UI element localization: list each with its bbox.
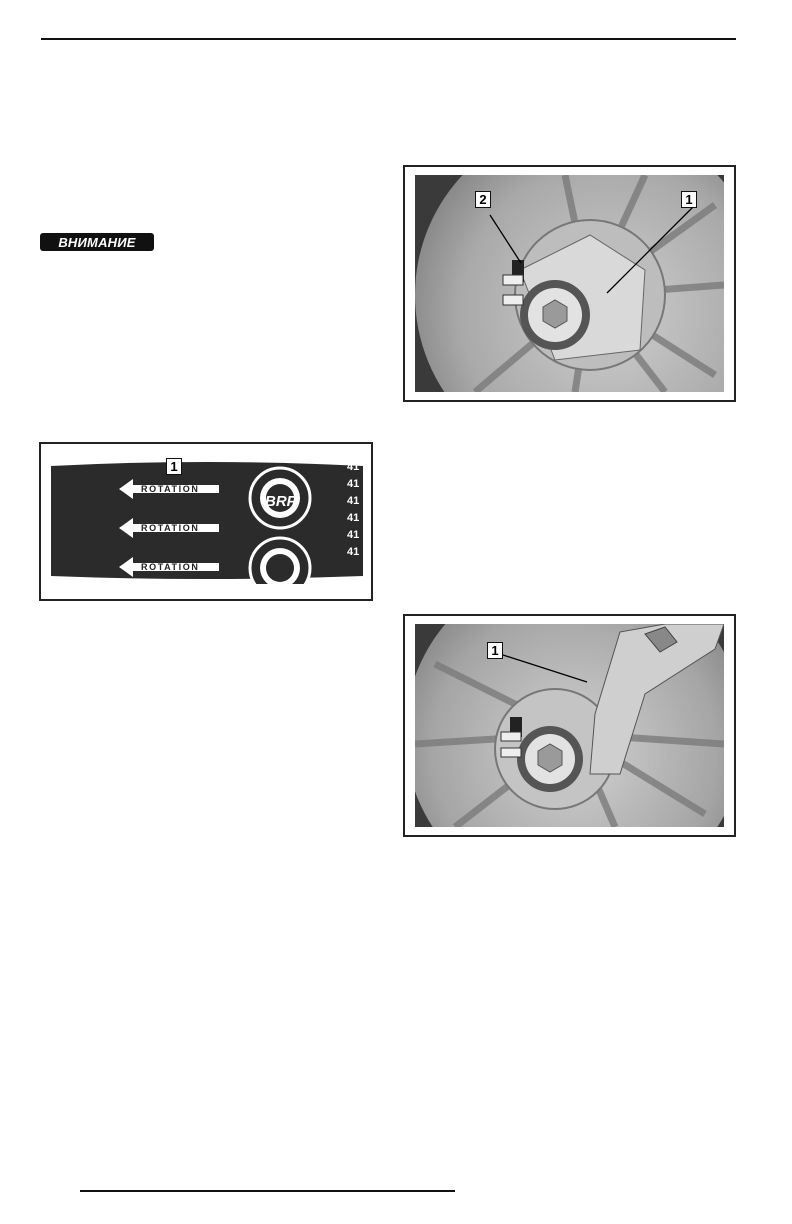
belt-code-1: 41 [347,461,360,473]
figure-driven-pulley [403,165,736,402]
figure-pulley-wrench [403,614,736,837]
figure-drive-belt [39,442,373,601]
belt-code-6: 41 [347,546,360,558]
belt-code-5: 41 [347,529,360,541]
svg-text:BRP: BRP [265,493,297,510]
belt-code-4: 41 [347,512,360,524]
driven-pulley-photo [415,175,724,392]
callout-2: 2 [475,191,491,208]
callout-1: 1 [681,191,697,208]
warning-label: ВНИМАНИЕ [58,234,136,250]
rotation-label-1: ROTATION [141,484,200,494]
pulley-wrench-photo [415,624,724,827]
belt-code-2: 41 [347,478,360,490]
brp-logo-top [250,468,310,528]
callout-1: 1 [166,458,182,475]
brp-logo-bottom [250,538,310,584]
warning-badge [40,233,154,251]
rotation-label-3: ROTATION [141,562,200,572]
header-rule [41,38,736,40]
callout-1: 1 [487,642,503,659]
footer-rule [80,1190,455,1192]
rotation-label-2: ROTATION [141,523,200,533]
drive-belt-photo [51,456,363,584]
belt-code-3: 41 [347,495,360,507]
